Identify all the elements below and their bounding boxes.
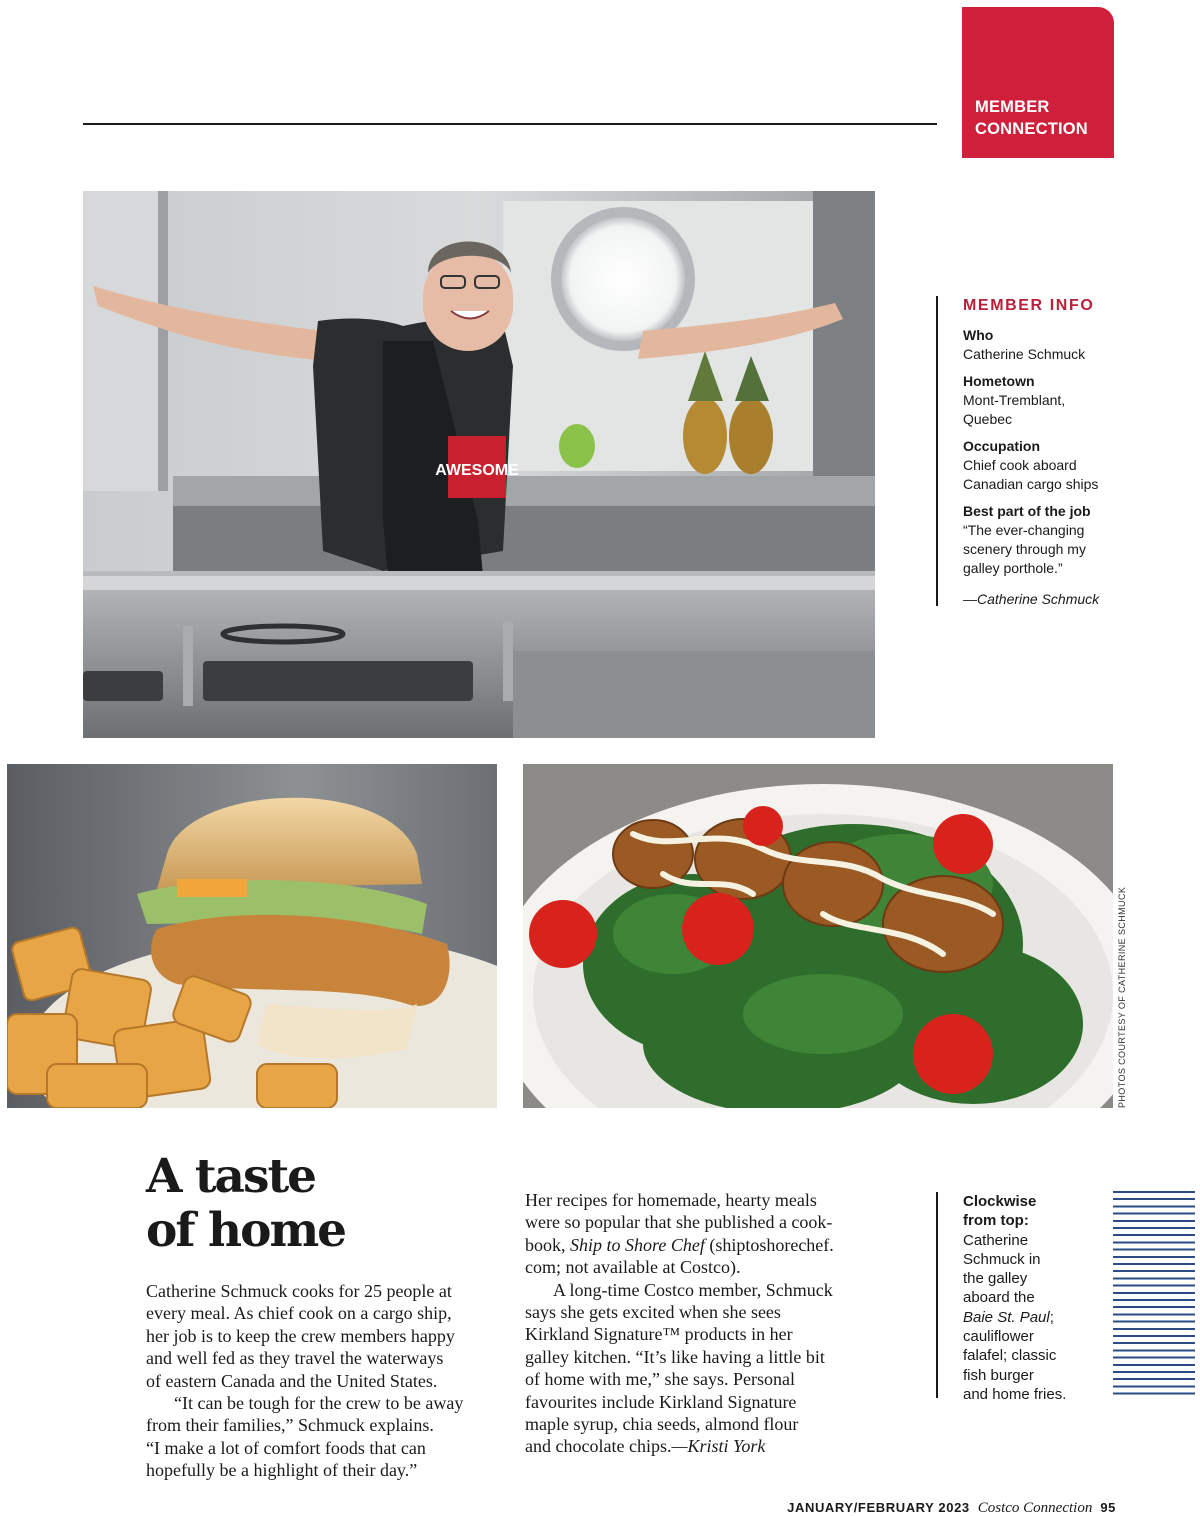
- apron-logo-text: AWESOME: [435, 462, 519, 479]
- body-line: “I make a lot of comfort foods that can: [146, 1437, 426, 1458]
- info-best-line-3: galley porthole.”: [963, 560, 1063, 576]
- body-line: and well fed as they travel the waterways: [146, 1348, 444, 1369]
- caption-line: falafel; classic: [963, 1347, 1057, 1365]
- body-line: maple syrup, chia seeds, almond flour: [525, 1414, 799, 1435]
- caption-punct: ;: [1049, 1308, 1054, 1326]
- info-hometown-label: Hometown: [963, 373, 1035, 389]
- info-occupation-line-1: Chief cook aboard: [963, 457, 1077, 473]
- photo-chef-in-galley: [83, 191, 875, 738]
- info-who-label: Who: [963, 327, 994, 343]
- body-line: Kirkland Signature™ products in her: [525, 1324, 793, 1345]
- caption-line: Catherine: [963, 1231, 1029, 1249]
- body-line: A long-time Costco member, Schmuck: [553, 1279, 833, 1300]
- footer-issue-date: JANUARY/FEBRUARY 2023: [787, 1500, 970, 1515]
- body-text: (shiptoshorechef.: [704, 1234, 834, 1255]
- headline-line-2: of home: [146, 1203, 346, 1258]
- top-rule: [83, 123, 937, 125]
- caption-line: Schmuck in: [963, 1250, 1041, 1268]
- info-occupation-label: Occupation: [963, 438, 1041, 454]
- info-best-line-2: scenery through my: [963, 541, 1086, 557]
- body-last-line: [525, 1435, 880, 1457]
- body-line: of home with me,” she says. Personal: [525, 1369, 795, 1390]
- info-best-part: [963, 502, 1136, 578]
- body-column-2: [525, 1189, 880, 1458]
- caption-line: the galley: [963, 1270, 1028, 1288]
- caption-line: and home fries.: [963, 1385, 1067, 1403]
- info-occupation: [963, 437, 1136, 494]
- section-tab-line-2: CONNECTION: [975, 120, 1088, 138]
- body-line: hopefully be a highlight of their day.”: [146, 1460, 418, 1481]
- section-tab: [962, 7, 1114, 158]
- photo-fish-burger: [7, 764, 497, 1108]
- page-footer: [787, 1500, 1116, 1516]
- member-info-heading: MEMBER INFO: [963, 297, 1095, 314]
- body-line: Her recipes for homemade, hearty meals: [525, 1190, 817, 1210]
- info-hometown-line-2: Quebec: [963, 411, 1013, 427]
- author-byline: —Kristi York: [671, 1436, 766, 1457]
- body-line: every meal. As chief cook on a cargo ship,: [146, 1303, 452, 1324]
- body-line: from their families,” Schmuck explains.: [146, 1415, 434, 1436]
- body-column-1: [146, 1280, 501, 1482]
- caption-line: fish burger: [963, 1366, 1034, 1384]
- photo-caption: [936, 1192, 1106, 1403]
- info-best-label: Best part of the job: [963, 503, 1091, 519]
- info-hometown: [963, 372, 1136, 429]
- body-line: “It can be tough for the crew to be away: [174, 1393, 464, 1414]
- photo-cauliflower-falafel: [523, 764, 1113, 1108]
- book-title: Ship to Shore Chef: [570, 1234, 705, 1255]
- info-who: [963, 326, 1136, 364]
- section-tab-label: [975, 96, 1088, 140]
- body-line: favourites include Kirkland Signature: [525, 1391, 797, 1412]
- body-line: com; not available at Costco).: [525, 1257, 741, 1278]
- info-hometown-line-1: Mont-Tremblant,: [963, 392, 1066, 408]
- caption-line: aboard the: [963, 1289, 1035, 1307]
- ship-name: Baie St. Paul: [963, 1308, 1050, 1326]
- body-line: of eastern Canada and the United States.: [146, 1370, 438, 1391]
- decorative-stripes: [1113, 1191, 1195, 1398]
- section-tab-line-1: MEMBER: [975, 98, 1050, 116]
- member-info-box: [936, 296, 1136, 606]
- caption-line-ship: [963, 1308, 1106, 1327]
- info-who-value: Catherine Schmuck: [963, 346, 1086, 362]
- info-occupation-line-2: Canadian cargo ships: [963, 476, 1099, 492]
- body-line: galley kitchen. “It’s like having a little bit: [525, 1346, 825, 1367]
- body-line: says she gets excited when she sees: [525, 1302, 781, 1323]
- info-best-line-1: “The ever-changing: [963, 522, 1085, 538]
- footer-magazine-name: Costco Connection: [977, 1500, 1093, 1516]
- caption-line: cauliflower: [963, 1328, 1034, 1346]
- caption-title-line-2: from top:: [963, 1212, 1029, 1230]
- body-text: and chocolate chips.: [525, 1436, 672, 1457]
- photo-credit: PHOTOS COURTESY OF CATHERINE SCHMUCK: [1117, 886, 1127, 1108]
- body-line: her job is to keep the crew members happy: [146, 1325, 455, 1346]
- body-text: book,: [525, 1234, 570, 1255]
- body-line-with-book-title: [525, 1234, 880, 1256]
- info-signature: —Catherine Schmuck: [963, 591, 1100, 607]
- body-line: were so popular that she published a cook-: [525, 1212, 833, 1233]
- body-line: Catherine Schmuck cooks for 25 people at: [146, 1281, 452, 1301]
- headline-line-1: A taste: [146, 1149, 316, 1204]
- footer-page-number: 95: [1100, 1500, 1116, 1515]
- article-headline: [146, 1150, 345, 1258]
- caption-title-line-1: Clockwise: [963, 1193, 1037, 1210]
